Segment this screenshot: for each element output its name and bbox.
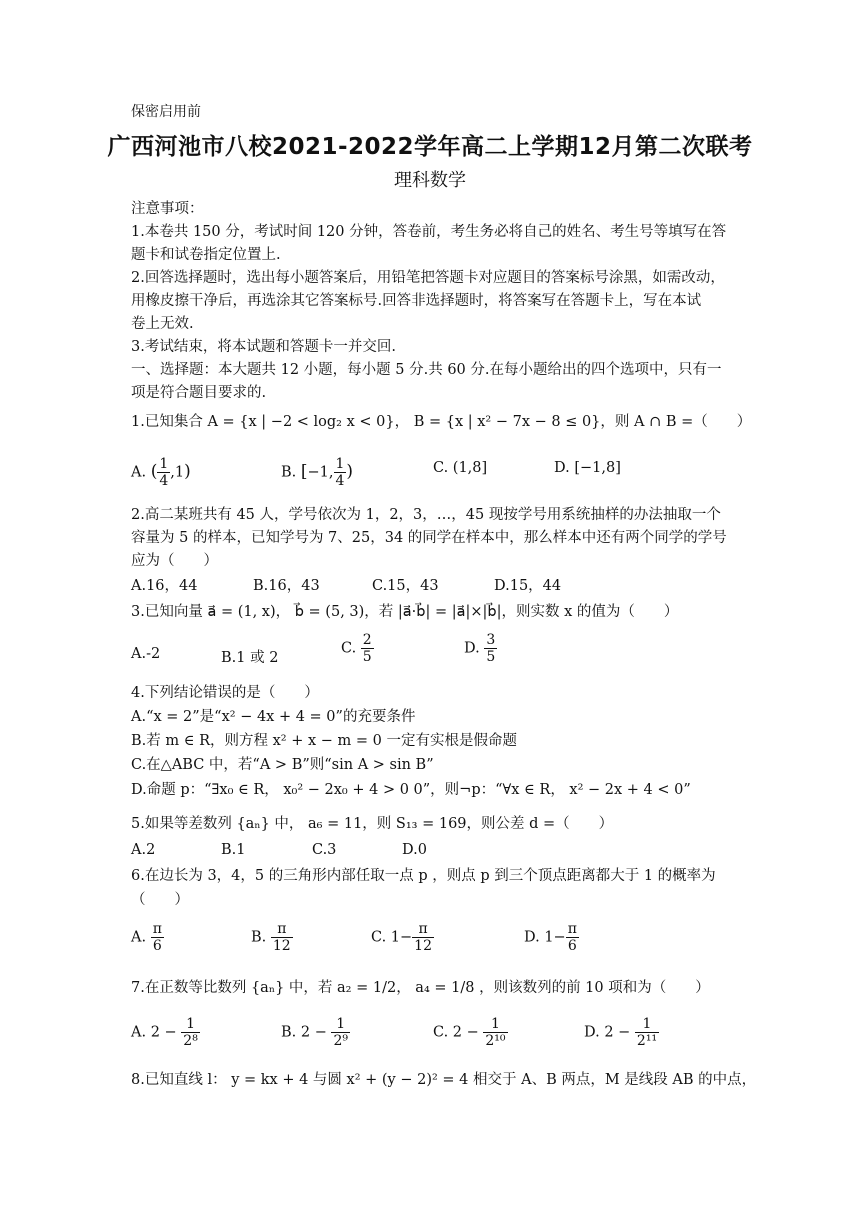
q1-option-d: D. [−1,8] xyxy=(554,460,621,476)
confidential-label: 保密启用前 xyxy=(131,104,201,120)
section1-intro-line1: 一、选择题：本大题共 12 小题，每小题 5 分.共 60 分.在每小题给出的四个选项中，只有一 xyxy=(131,362,722,378)
frac-num: 1 xyxy=(483,1016,507,1033)
q6-option-c xyxy=(371,921,434,954)
q5-option-d: D.0 xyxy=(402,842,427,858)
q3-stem: 3.已知向量 a⃗ = (1, x)， b⃗ = (5, 3)，若 |a⃗·b⃗| = |a⃗|×|b⃗|，则实数 x 的值为（ ） xyxy=(131,604,679,620)
q1-option-a: A. ( $\frac{1}{4}$ ,1) xyxy=(131,456,191,490)
q6-option-b-label: B. xyxy=(251,929,267,946)
q6-option-b xyxy=(251,921,293,954)
q2-stem-line3: 应为（ ） xyxy=(131,553,218,569)
frac-den: 4 xyxy=(159,473,169,490)
q1-a-tail: ,1 xyxy=(170,464,185,481)
q4-stem: 4.下列结论错误的是（ ） xyxy=(131,685,319,701)
q2-option-c: C.15，43 xyxy=(372,578,439,594)
notice-item1-line2: 题卡和试卷指定位置上. xyxy=(131,247,281,263)
q7-option-b xyxy=(281,1016,350,1049)
frac-den: 2⁹ xyxy=(333,1033,348,1050)
section1-intro-line2: 项是符合题目要求的. xyxy=(131,385,267,401)
frac-den: 5 xyxy=(486,649,496,666)
q3-options xyxy=(131,632,731,676)
q5-option-a: A.2 xyxy=(131,842,156,858)
q2-stem-line1: 2.高二某班共有 45 人，学号依次为 1，2，3，…，45 现按学号用系统抽样的办法抽取一个 xyxy=(131,507,721,523)
q6-options xyxy=(131,921,751,965)
q3-option-c-label: C. xyxy=(341,640,357,657)
q1-b-head: −1, xyxy=(307,464,334,481)
q3-option-c xyxy=(341,632,374,665)
q3-option-d xyxy=(464,632,497,665)
notice-item2-line2: 用橡皮擦干净后，再选涂其它答案标号.回答非选择题时，将答案写在答题卡上，写在本试 xyxy=(131,293,702,309)
frac-num: π xyxy=(271,921,293,938)
frac-num: 1 xyxy=(335,456,345,472)
q7-option-d-label: D. 2 − xyxy=(584,1024,631,1041)
q6-option-d-label: D. 1− xyxy=(524,929,566,946)
notice-item3: 3.考试结束，将本试题和答题卡一并交回. xyxy=(131,339,396,355)
q3-option-a: A.-2 xyxy=(131,646,161,662)
frac-den: 12 xyxy=(414,938,432,955)
q1-option-c: C. (1,8] xyxy=(433,460,488,476)
q2-option-b: B.16，43 xyxy=(253,578,320,594)
frac-den: 2⁸ xyxy=(183,1033,198,1050)
q6-stem-line2: （ ） xyxy=(131,892,189,908)
q2-option-d: D.15，44 xyxy=(494,578,562,594)
notice-item1-line1: 1.本卷共 150 分，考试时间 120 分钟，答卷前，考生务必将自己的姓名、考生号等填写在答 xyxy=(131,224,727,240)
frac-den: 6 xyxy=(152,938,162,955)
q6-option-a xyxy=(131,921,164,954)
q2-option-a: A.16，44 xyxy=(131,578,198,594)
q8-stem: 8.已知直线 l： y = kx + 4 与圆 x² + (y − 2)² = 4 相交于 A、B 两点，M 是线段 AB 的中点， xyxy=(131,1072,757,1088)
q7-option-b-label: B. 2 − xyxy=(281,1024,327,1041)
q7-option-c-label: C. 2 − xyxy=(433,1024,479,1041)
q6-option-d xyxy=(524,921,579,954)
q1-options xyxy=(131,448,751,488)
frac-num: 1 xyxy=(331,1016,350,1033)
frac-num: 1 xyxy=(181,1016,200,1033)
q5-option-b: B.1 xyxy=(221,842,246,858)
exam-title: 广西河池市八校2021-2022学年高二上学期12月第二次联考 xyxy=(107,134,753,160)
notice-item2-line3: 卷上无效. xyxy=(131,316,194,332)
q7-option-d xyxy=(584,1016,659,1049)
q6-stem-line1: 6.在边长为 3，4，5 的三角形内部任取一点 p ，则点 p 到三个顶点距离都大于 1 的概率为 xyxy=(131,868,716,884)
q7-option-a-label: A. 2 − xyxy=(131,1024,177,1041)
q7-stem: 7.在正数等比数列 {aₙ} 中，若 a₂ = 1/2， a₄ = 1/8 ，则该数列的前 10 项和为（ ） xyxy=(131,980,710,996)
frac-num: 1 xyxy=(635,1016,659,1033)
frac-num: π xyxy=(567,921,577,937)
frac-den: 2¹¹ xyxy=(636,1033,658,1050)
q1-stem: 1.已知集合 A = {x | −2 < log₂ x < 0}， B = {x | x² − 7x − 8 ≤ 0}，则 A ∩ B =（ ） xyxy=(131,414,752,430)
exam-subject: 理科数学 xyxy=(394,170,466,191)
frac-num: 1 xyxy=(159,456,169,472)
frac-den: 5 xyxy=(362,649,372,666)
q5-options xyxy=(131,842,531,862)
frac-num: π xyxy=(412,921,434,938)
q1-option-b: B. [−1, $\frac{1}{4}$ ) xyxy=(281,456,354,490)
frac-num: 2 xyxy=(362,632,372,648)
q4-option-c: C.在△ABC 中，若“A > B”则“sin A > sin B” xyxy=(131,757,434,773)
q5-stem: 5.如果等差数列 {aₙ} 中， a₆ = 11，则 S₁₃ = 169，则公差 d =（ ） xyxy=(131,816,614,832)
q4-option-a: A.“x = 2”是“x² − 4x + 4 = 0”的充要条件 xyxy=(131,709,416,725)
q1-option-b-label: B. xyxy=(281,464,297,481)
q3-option-d-label: D. xyxy=(464,640,480,657)
q6-option-c-label: C. 1− xyxy=(371,929,413,946)
q5-option-c: C.3 xyxy=(312,842,337,858)
q1-option-a-label: A. xyxy=(131,464,147,481)
q4-option-b: B.若 m ∈ R，则方程 x² + x − m = 0 一定有实根是假命题 xyxy=(131,733,517,749)
frac-den: 6 xyxy=(567,938,577,955)
q7-option-c xyxy=(433,1016,508,1049)
frac-den: 12 xyxy=(272,938,291,955)
q7-options xyxy=(131,1016,771,1060)
frac-den: 2¹⁰ xyxy=(485,1033,506,1050)
notice-heading: 注意事项： xyxy=(131,201,204,217)
frac-num: π xyxy=(152,921,162,937)
notice-item2-line1: 2.回答选择题时，选出每小题答案后，用铅笔把答题卡对应题目的答案标号涂黑，如需改动， xyxy=(131,270,725,286)
frac-den: 4 xyxy=(335,473,345,490)
q2-stem-line2: 容量为 5 的样本，已知学号为 7、25，34 的同学在样本中，那么样本中还有两个同学的学号 xyxy=(131,530,727,546)
frac-num: 3 xyxy=(486,632,496,648)
q3-option-b: B.1 或 2 xyxy=(221,650,279,666)
q7-option-a xyxy=(131,1016,200,1049)
q2-options xyxy=(131,574,731,594)
q6-option-a-label: A. xyxy=(131,929,147,946)
q4-option-d: D.命题 p：“∃x₀ ∈ R， x₀² − 2x₀ + 4 > 0 0”，则¬p：“∀x ∈ R， x² − 2x + 4 < 0” xyxy=(131,782,691,798)
